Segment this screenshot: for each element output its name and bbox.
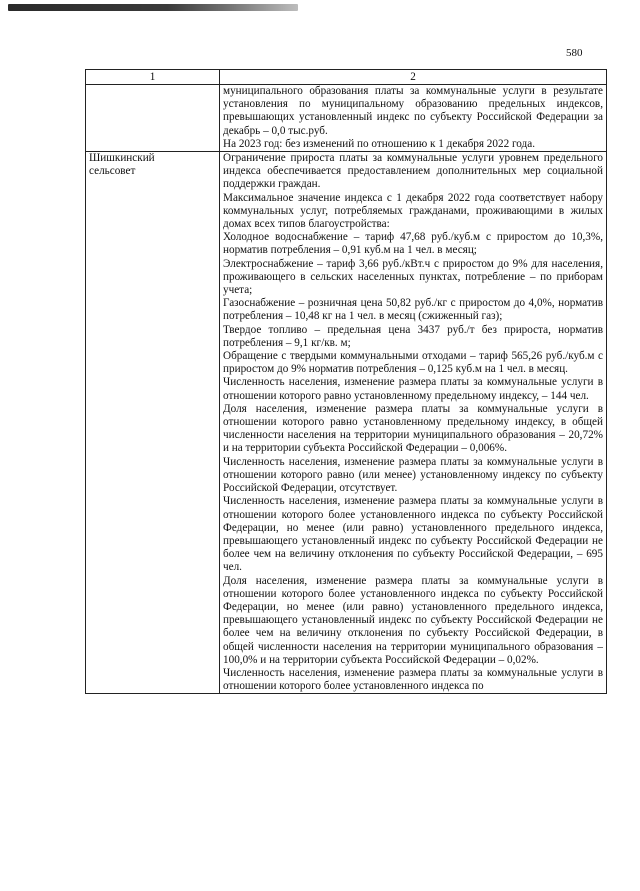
- paragraph: Численность населения, изменение размера платы за коммунальные услуги в отношении которого равно установленному предельному индексу, – 144 чел.: [223, 376, 603, 402]
- paragraph: Численность населения, изменение размера платы за коммунальные услуги в отношении которого более установленного индекса по субъекту Российской Федерации, но менее (или равно) установленного предельного индекса, превышающего установленный индекс по субъекту Российской Федерации не более чем на величину отклонения по субъекту Российской Федерации, – 695 чел.: [223, 495, 603, 574]
- column-header-1: 1: [86, 70, 220, 85]
- paragraph: Газоснабжение – розничная цена 50,82 руб./кг с приростом до 4,0%, норматив потребления – 10,48 кг на 1 чел. в месяц (сжиженный газ);: [223, 297, 603, 323]
- table-row-shishkinsky: [86, 152, 607, 694]
- column-header-2: 2: [220, 70, 607, 85]
- paragraph: Обращение с твердыми коммунальными отходами – тариф 565,26 руб./куб.м с приростом до 9% норматив потребления – 0,125 куб.м на 1 чел. в месяц.: [223, 350, 603, 376]
- paragraph: муниципального образования платы за коммунальные услуги в результате установления по муниципальному образованию предельных индексов, превышающих установленный индекс по субъекту Российской Федерации за декабрь – 0,0 тыс.руб.: [223, 85, 603, 137]
- paragraph: На 2023 год: без изменений по отношению к 1 декабря 2022 года.: [223, 137, 536, 150]
- table-header-row: [86, 70, 607, 85]
- paragraph: Численность населения, изменение размера платы за коммунальные услуги в отношении которого более установленного индекса по: [223, 666, 603, 693]
- page-number: 580: [566, 47, 583, 59]
- paragraph: Максимальное значение индекса с 1 декабря 2022 года соответствует набору коммунальных услуг, потребляемых гражданами, проживающими в жилых домах всех типов благоустройства:: [223, 191, 603, 231]
- scan-artifact-bar: [8, 4, 298, 11]
- paragraph: Ограничение прироста платы за коммунальные услуги уровнем предельного индекса обеспечивается предоставлением дополнительных мер социальной поддержки граждан.: [223, 152, 603, 191]
- row-content-shishkinsky: [220, 152, 607, 694]
- paragraph: Твердое топливо – предельная цена 3437 руб./т без прироста, норматив потребления – 9,1 кг/кв. м;: [223, 323, 603, 349]
- table-row-continuation: [86, 85, 607, 152]
- paragraph: Доля населения, изменение размера платы за коммунальные услуги в отношении которого равно установленному предельному индексу, в общей численности населения на территории муниципального образования – 20,72% и на территории субъекта Российской Федерации – 0,006%.: [223, 402, 603, 455]
- row-content-continuation: [220, 85, 607, 152]
- row-label-empty: [86, 85, 220, 152]
- paragraph: Холодное водоснабжение – тариф 47,68 руб./куб.м с приростом до 10,3%, норматив потребления – 0,91 куб.м на 1 чел. в месяц;: [223, 231, 603, 257]
- document-table: [85, 69, 607, 694]
- paragraph: Электроснабжение – тариф 3,66 руб./кВт.ч с приростом до 9% для населения, проживающего в сельских населенных пунктах, потребление – по приборам учета;: [223, 257, 603, 297]
- paragraph: Доля населения, изменение размера платы за коммунальные услуги в отношении которого более установленного индекса по субъекту Российской Федерации, но менее (или равно) установленного предельного индекса, превышающего установленный индекс по субъекту Российской Федерации не более чем на величину отклонения по субъекту Российской Федерации, в общей численности населения на территории муниципального образования – 100,0% и на территории субъекта Российской Федерации – 0,02%.: [223, 574, 603, 666]
- row-label-municipality: Шишкинский сельсовет: [86, 152, 220, 694]
- paragraph: Численность населения, изменение размера платы за коммунальные услуги в отношении которого равно (или менее) установленному индексу по субъекту Российской Федерации, отсутствует.: [223, 455, 603, 495]
